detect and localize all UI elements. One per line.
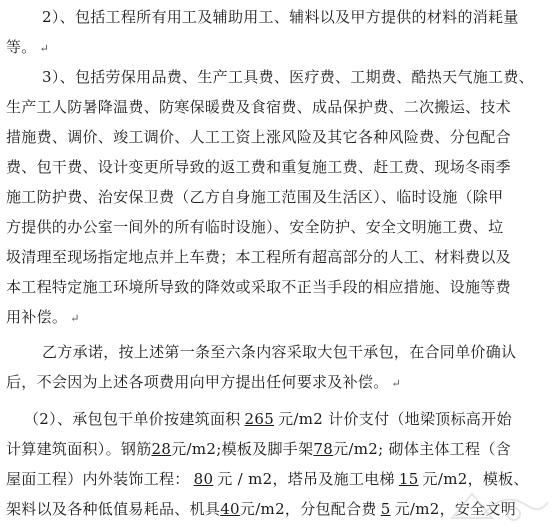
text-line: 用补偿。 ↵ <box>6 308 80 326</box>
subcontract-price-value: 5 <box>380 500 391 518</box>
text-line: 乙方承诺，按上述第一条至六条内容采取大包干承包，在合同单价确认 <box>42 343 517 361</box>
crane-price-value: 15 <box>398 470 419 488</box>
return-mark-icon: ↵ <box>70 312 80 325</box>
text-line: 屋面工程）内外装饰工程： 80 元 / m2，塔吊及施工电梯 15 元/m2，模板、 <box>6 470 529 488</box>
unit-price-value: 265 <box>244 410 275 428</box>
text-line: 施工防护费、治安保卫费（乙方自身施工范围及生活区）、临时设施（除甲 <box>6 188 504 206</box>
text-line: 架料以及各种低值易耗品、机具40元/m2，分包配合费 5 元/m2，安全文明 <box>6 500 517 518</box>
text-line: 计算建筑面积）。钢筋28元/m2;模板及脚手架78元/m2; 砌体主体工程（含 <box>6 440 511 458</box>
text-line: 本工程特定施工环境所导致的降效或采取不正当手段的相应措施、设施等费 <box>6 278 511 296</box>
text-line: 2）、包括工程所有用工及辅助用工、辅料以及甲方提供的材料的消耗量 <box>42 8 519 26</box>
text-line: 费、包干费、设计变更所导致的返工费和重复施工费、赶工费、现场冬雨季 <box>6 158 511 176</box>
equipment-price-value: 40 <box>220 500 240 518</box>
text-line: 圾清理至现场指定地点并上车费；本工程所有超高部分的人工、材料费以及 <box>6 248 511 266</box>
return-mark-icon: ↵ <box>39 42 50 55</box>
paragraph-commitment <box>0 337 560 399</box>
text-line: 措施费、调价、竣工调价、人工工资上涨风险及其它各种风险费、分包配合 <box>6 128 511 146</box>
text-line: （2）、承包包干单价按建筑面积 265 元/m2 计价支付（地梁顶标高开始 <box>24 410 512 428</box>
formwork-price-value: 78 <box>313 440 334 458</box>
text-line: 后，不会因为上述各项费用向甲方提出任何要求及补偿。 ↵ <box>6 373 402 391</box>
paragraph-item-3 <box>0 62 560 334</box>
decoration-price-value: 80 <box>193 470 214 488</box>
text-line: 3）、包括劳保用品费、生产工具费、医疗费、工期费、酷热天气施工费、 <box>42 68 534 86</box>
paragraph-item-2 <box>0 2 560 64</box>
watermark-logo-icon <box>444 484 554 528</box>
text-line: 等。 ↵ <box>6 38 50 56</box>
rebar-price-value: 28 <box>151 440 172 458</box>
return-mark-icon: ↵ <box>391 377 402 390</box>
text-line: 方提供的办公室一间外的所有临时设施）、安全防护、安全文明施工费、垃 <box>6 218 504 236</box>
text-line: 生产工人防暑降温费、防寒保暖费及食宿费、成品保护费、二次搬运、技术 <box>6 98 511 116</box>
